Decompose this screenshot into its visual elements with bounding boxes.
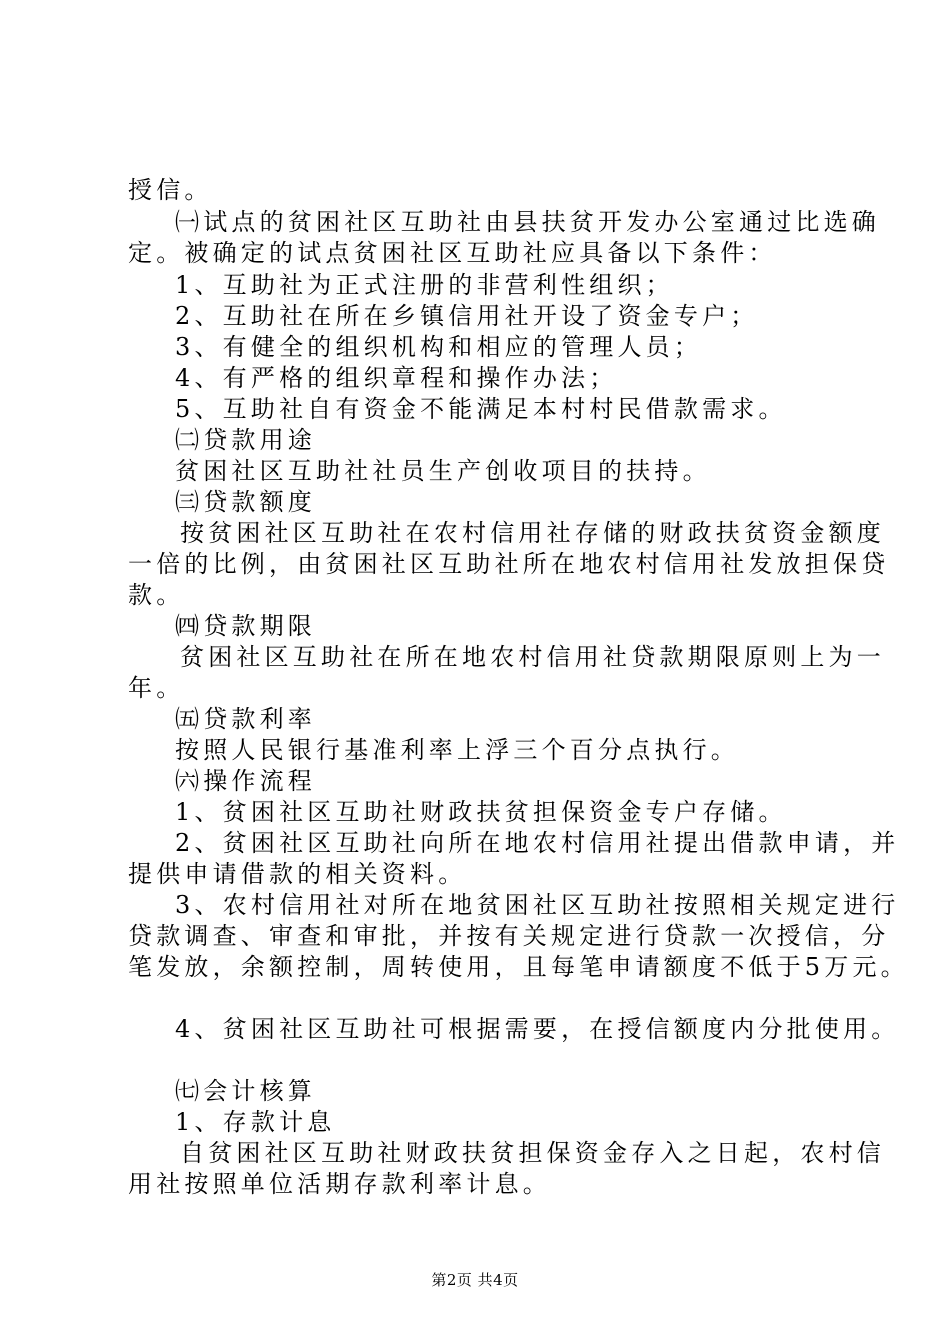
text-line: 年。	[128, 674, 185, 702]
text-line: 1、互助社为正式注册的非营利性组织；	[175, 271, 674, 299]
text-line: 5、互助社自有资金不能满足本村村民借款需求。	[175, 395, 787, 423]
text-line: 自贫困社区互助社财政扶贫担保资金存入之日起，农村信	[180, 1139, 885, 1167]
text-line: 4、贫困社区互助社可根据需要，在授信额度内分批使用。	[175, 1015, 900, 1043]
text-line: 按照人民银行基准利率上浮三个百分点执行。	[175, 736, 739, 764]
section-heading: ㈣贷款期限	[175, 612, 316, 640]
text-line: 1、存款计息	[175, 1108, 336, 1136]
text-line: 1、贫困社区互助社财政扶贫担保资金专户存储。	[175, 798, 787, 826]
text-line: 一倍的比例，由贫困社区互助社所在地农村信用社发放担保贷	[128, 550, 890, 578]
text-line: 授信。	[128, 176, 213, 204]
text-line: 贫困社区互助社社员生产创收项目的扶持。	[175, 457, 711, 485]
section-heading: ㈤贷款利率	[175, 705, 316, 733]
text-line: 定。被确定的试点贫困社区互助社应具备以下条件：	[128, 239, 777, 267]
text-line: 款。	[128, 581, 185, 609]
section-heading: ㈡贷款用途	[175, 426, 316, 454]
text-line: 笔发放，余额控制，周转使用，且每笔申请额度不低于5万元。	[128, 953, 909, 981]
section-heading: ㈢贷款额度	[175, 488, 316, 516]
text-line: 按贫困社区互助社在农村信用社存储的财政扶贫资金额度	[180, 519, 885, 547]
text-line: 贫困社区互助社在所在地农村信用社贷款期限原则上为一	[180, 643, 885, 671]
section-heading: ㈥操作流程	[175, 767, 316, 795]
text-line: 提供申请借款的相关资料。	[128, 860, 467, 888]
text-line: ㈠试点的贫困社区互助社由县扶贫开发办公室通过比选确	[175, 208, 880, 236]
text-line: 2、贫困社区互助社向所在地农村信用社提出借款申请，并	[175, 829, 900, 857]
text-line: 贷款调查、审查和审批，并按有关规定进行贷款一次授信，分	[128, 922, 890, 950]
text-line: 3、有健全的组织机构和相应的管理人员；	[175, 333, 703, 361]
text-line: 用社按照单位活期存款利率计息。	[128, 1170, 551, 1198]
text-line: 2、互助社在所在乡镇信用社开设了资金专户；	[175, 302, 759, 330]
text-line: 3、农村信用社对所在地贫困社区互助社按照相关规定进行	[175, 891, 900, 919]
text-line: 4、有严格的组织章程和操作办法；	[175, 364, 618, 392]
page-number-footer: 第2页 共4页	[431, 1271, 519, 1289]
section-heading: ㈦会计核算	[175, 1077, 316, 1105]
